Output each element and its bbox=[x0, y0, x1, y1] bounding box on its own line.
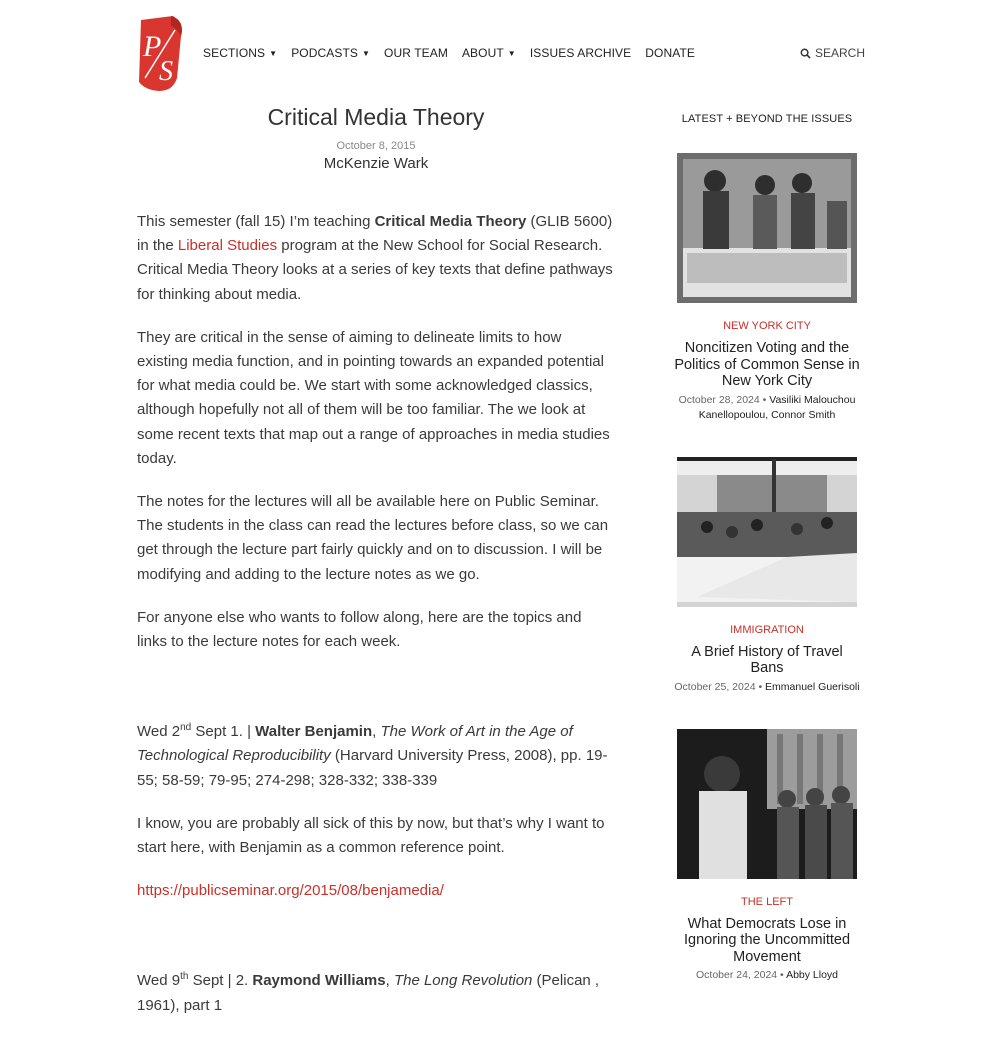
card-meta: October 28, 2024 • Vasiliki Malouchou Kanellopoulou, Connor Smith bbox=[678, 393, 856, 421]
card-authors[interactable]: Abby Lloyd bbox=[786, 969, 839, 981]
article-thumbnail-image[interactable] bbox=[677, 153, 857, 303]
article-thumbnail-image[interactable] bbox=[677, 457, 857, 607]
main-nav bbox=[203, 46, 695, 60]
liberal-studies-link[interactable]: Liberal Studies bbox=[177, 237, 278, 255]
article-title: Critical Media Theory bbox=[267, 104, 485, 130]
paragraph: This semester (fall 15) I’m teaching Critical Media Theory (GLIB 5600) in the Liberal Studies program at the New School for Social Research. Critical Media Theory looks at a series of key texts that define pathways for thinking about media. bbox=[137, 213, 613, 303]
nav-issues-archive[interactable]: ISSUES ARCHIVE bbox=[529, 46, 632, 60]
svg-text:S: S bbox=[159, 56, 173, 87]
article-thumbnail-image[interactable] bbox=[677, 729, 857, 879]
article-author[interactable]: McKenzie Wark bbox=[323, 155, 429, 172]
card-category[interactable]: IMMIGRATION bbox=[730, 623, 804, 636]
card-title[interactable]: A Brief History of Travel Bans bbox=[691, 643, 843, 676]
nav-donate[interactable]: DONATE bbox=[645, 46, 695, 60]
nav-about[interactable]: ABOUT ▼ bbox=[461, 46, 516, 60]
card-meta: October 25, 2024 • Emmanuel Guerisoli bbox=[674, 680, 860, 693]
card-meta: October 24, 2024 • Abby Lloyd bbox=[695, 969, 839, 981]
card-category[interactable]: NEW YORK CITY bbox=[723, 320, 811, 332]
benjamin-lecture-link[interactable]: https://publicseminar.org/2015/08/benjamedia/ bbox=[137, 882, 444, 900]
nav-sections[interactable]: SECTIONS ▼ bbox=[203, 46, 278, 60]
caret-down-icon: ▼ bbox=[507, 48, 516, 58]
week-2-entry: Wed 9th Sept | 2. Raymond Williams, The Long Revolution (Pelican , 1961), part 1 bbox=[137, 971, 600, 1014]
nav-our-team[interactable]: OUR TEAM bbox=[384, 46, 448, 60]
caret-down-icon: ▼ bbox=[362, 48, 371, 58]
sidebar-card[interactable] bbox=[672, 729, 862, 984]
paragraph: I know, you are probably all sick of this by now, but that’s why I want to start here, with Benjamin as a common reference point. bbox=[137, 814, 605, 857]
card-title[interactable]: What Democrats Lose in Ignoring the Uncommitted Movement bbox=[683, 915, 851, 965]
article-body bbox=[137, 210, 615, 1018]
svg-text:P: P bbox=[143, 30, 162, 63]
sidebar-card[interactable] bbox=[672, 457, 862, 695]
search-label: SEARCH bbox=[815, 46, 866, 60]
sidebar-heading: LATEST + BEYOND THE ISSUES bbox=[681, 113, 853, 125]
week-1-entry: Wed 2nd Sept 1. | Walter Benjamin, The Work of Art in the Age of Technological Reproducibility (Harvard University Press, 2008), pp. 19-55; 58-59; 79-95; 274-298; 328-332; 338-339 bbox=[137, 722, 608, 789]
card-title[interactable]: Noncitizen Voting and the Politics of Common Sense in New York City bbox=[674, 340, 860, 389]
public-seminar-logo[interactable] bbox=[137, 16, 185, 91]
nav-podcasts[interactable]: PODCASTS ▼ bbox=[291, 46, 371, 60]
paragraph: For anyone else who wants to follow along, here are the topics and links to the lecture notes for each week. bbox=[137, 608, 582, 651]
search-button[interactable] bbox=[800, 46, 865, 60]
sidebar-card[interactable] bbox=[672, 153, 862, 423]
card-category[interactable]: THE LEFT bbox=[741, 895, 793, 908]
paragraph bbox=[137, 879, 615, 903]
caret-down-icon: ▼ bbox=[269, 48, 278, 58]
article bbox=[137, 100, 615, 1037]
card-authors[interactable]: Emmanuel Guerisoli bbox=[765, 680, 860, 693]
paragraph: The notes for the lectures will all be available here on Public Seminar. The students in the class can read the lectures before class, so we can get through the lecture part fairly quickly and on to discussion. I will be modifying and adding to the lecture notes as we go. bbox=[137, 493, 609, 583]
article-date: October 8, 2015 bbox=[336, 140, 416, 152]
paragraph: They are critical in the sense of aiming to delineate limits to how existing media function, and in pointing towards an expanded potential for what media could be. We start with some acknowledged classics, although hopefully not all of them will be too familiar. The we look at some recent texts that map out a range of approaches in media studies today. bbox=[137, 328, 610, 467]
card-authors[interactable]: Vasiliki Malouchou Kanellopoulou, Connor Smith bbox=[698, 393, 856, 421]
search-icon bbox=[800, 48, 811, 59]
sidebar bbox=[672, 100, 862, 983]
